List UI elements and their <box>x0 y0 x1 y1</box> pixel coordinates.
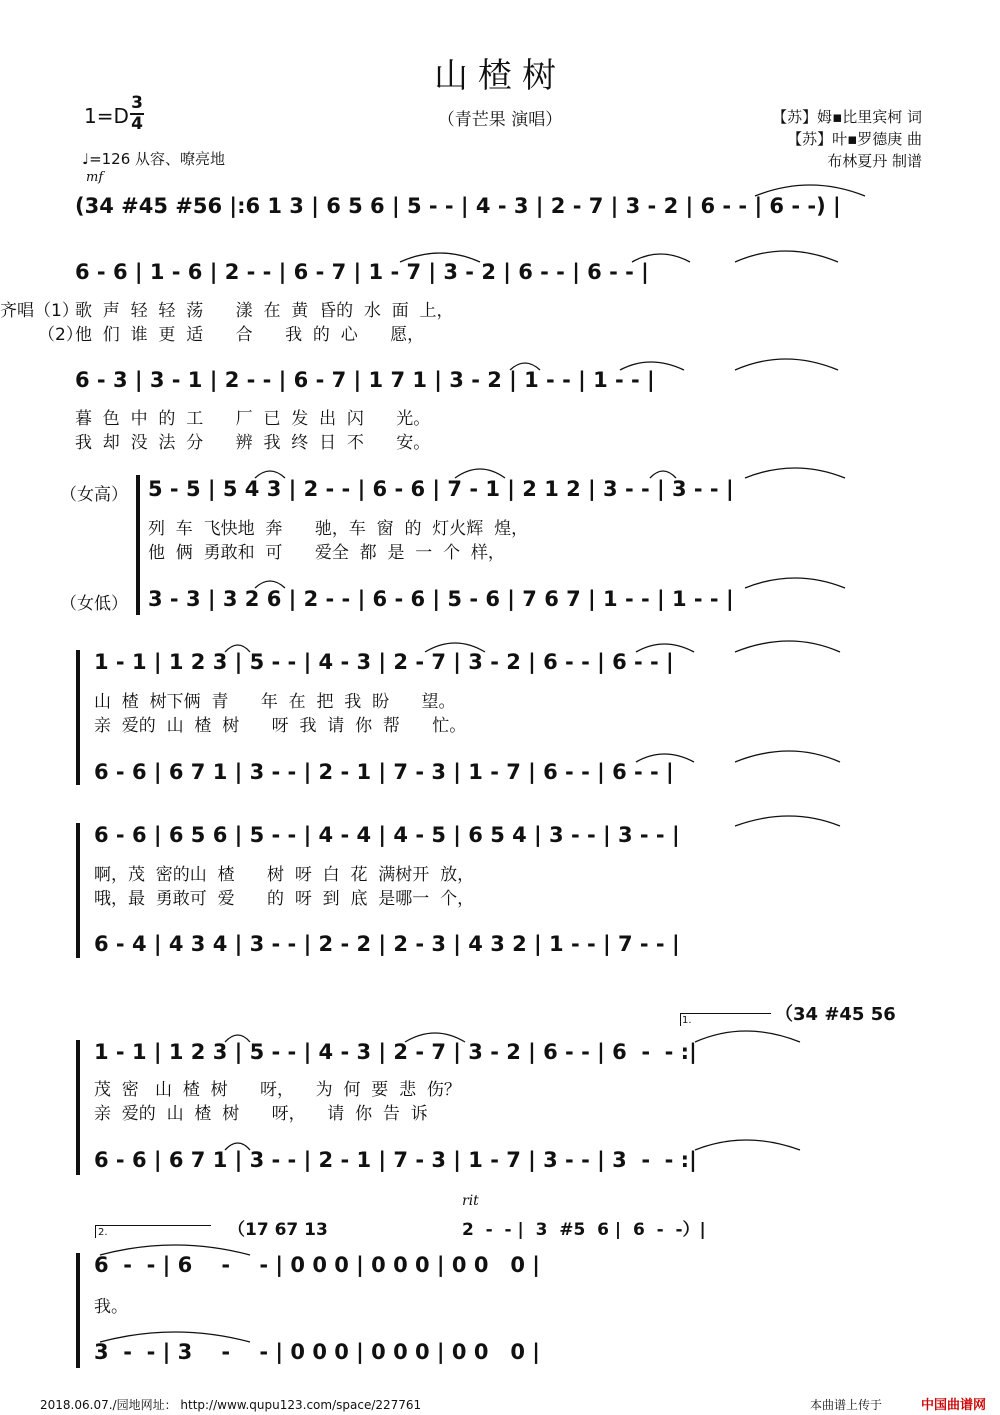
verse-label: （2） <box>38 325 83 345</box>
notes-line: 1 - 1 | 1 2 3 | 5 - - | 4 - 3 | 2 - 7 | 3 - 2 | 6 - - | 6 - - :| <box>94 1040 697 1064</box>
notes-line: 6 - 3 | 3 - 1 | 2 - - | 6 - 7 | 1 7 1 | 3 - 2 | 1 - - | 1 - - | <box>75 368 655 392</box>
footer-upload-note: 本曲谱上传于 <box>810 1398 883 1412</box>
notes-line: 1 - 1 | 1 2 3 | 5 - - | 4 - 3 | 2 - 7 | 3 - 2 | 6 - - | 6 - - | <box>94 650 674 674</box>
dynamic-marking: mf <box>86 170 104 185</box>
tempo-marking: ♩=126 从容、嘹亮地 <box>82 150 226 168</box>
slur <box>100 1332 250 1342</box>
slur <box>510 363 540 370</box>
notes-line: 3 - - | 3 - - | 0 0 0 | 0 0 0 | 0 0 0 | <box>94 1340 540 1364</box>
lyric-line: 我。 <box>94 1297 128 1317</box>
slur <box>636 754 694 762</box>
slur <box>695 1140 800 1150</box>
slur <box>225 1143 250 1150</box>
slur <box>735 359 838 370</box>
slur <box>755 185 865 196</box>
lyric-line: 啊，茂 密的山 楂 树 呀 白 花 满树开 放， <box>94 865 475 885</box>
composer-credit: 【苏】叶▪罗德庚 曲 <box>787 130 922 148</box>
part-label-soprano: （女高） <box>60 485 128 505</box>
lyric-line: 暮 色 中 的 工 厂 已 发 出 闪 光。 <box>75 409 431 429</box>
verse-label: 齐唱（1） <box>0 301 79 321</box>
slur <box>620 362 684 370</box>
notes-line: (34 #45 #56 |:6 1 3 | 6 5 6 | 5 - - | 4 - 3 | 2 - 7 | 3 - 2 | 6 - - | 6 - -) | <box>75 194 841 218</box>
lyric-line: 山 楂 树下俩 青 年 在 把 我 盼 望。 <box>94 692 456 712</box>
slur <box>650 471 676 478</box>
key-signature: 1=D <box>84 104 129 128</box>
slur <box>400 253 480 262</box>
slur <box>225 645 250 652</box>
site-logo[interactable]: 中国曲谱网 <box>920 1398 986 1413</box>
lyric-line: 亲 爱的 山 楂 树 呀 我 请 你 帮 忙。 <box>94 716 467 736</box>
interlude-notes: （34 #45 56 <box>775 1004 896 1025</box>
lyric-line: 哦，最 勇敢可 爱 的 呀 到 底 是哪一 个， <box>94 889 475 909</box>
notes-line: 6 - - | 6 - - | 0 0 0 | 0 0 0 | 0 0 0 | <box>94 1253 540 1277</box>
slur <box>405 1033 465 1042</box>
lyric-line: 他 俩 勇敢和 可 爱全 都 是 一 个 样， <box>148 543 505 563</box>
lyric-line: 亲 爱的 山 楂 树 呀， 请 你 告 诉 <box>94 1104 428 1124</box>
slur <box>735 251 838 262</box>
lyric-line: 歌 声 轻 轻 荡 漾 在 黄 昏的 水 面 上， <box>75 301 454 321</box>
notes-line: 6 - 6 | 6 7 1 | 3 - - | 2 - 1 | 7 - 3 | 1 - 7 | 6 - - | 6 - - | <box>94 760 674 784</box>
slur <box>735 641 840 652</box>
slur <box>695 1031 800 1042</box>
lyricist-credit: 【苏】姆▪比里宾柯 词 <box>772 108 922 126</box>
performer: （青芒果 演唱） <box>437 110 563 130</box>
coda-notes: 2 - - | 3 #5 6 | 6 - -）| <box>462 1220 706 1240</box>
slur <box>425 643 485 652</box>
slur <box>735 816 840 826</box>
lyric-line: 列 车 飞快地 奔 驰，车 窗 的 灯火辉 煌， <box>148 519 529 539</box>
volta-label: 1. <box>682 1015 692 1026</box>
notes-line: 5 - 5 | 5 4 3 | 2 - - | 6 - 6 | 7 - 1 | 2 1 2 | 3 - - | 3 - - | <box>148 477 734 501</box>
volta-label: 2. <box>98 1227 108 1238</box>
slur <box>636 644 694 652</box>
notes-line: 6 - 6 | 6 7 1 | 3 - - | 2 - 1 | 7 - 3 | 1 - 7 | 3 - - | 3 - - :| <box>94 1148 697 1172</box>
page-title: 山楂树 <box>434 56 566 96</box>
arranger-credit: 布林夏丹 制谱 <box>827 152 922 170</box>
slur <box>255 581 285 588</box>
slur <box>100 1245 250 1255</box>
interlude-notes: （17 67 13 <box>228 1220 328 1240</box>
notes-line: 6 - 4 | 4 3 4 | 3 - - | 2 - 2 | 2 - 3 | 4 3 2 | 1 - - | 7 - - | <box>94 932 680 956</box>
slur <box>735 751 840 762</box>
time-signature-bottom: 4 <box>131 114 143 134</box>
slur <box>632 254 690 262</box>
slur <box>255 471 285 478</box>
part-label-alto: （女低） <box>60 594 128 614</box>
slur <box>225 1035 250 1042</box>
notes-line: 6 - 6 | 1 - 6 | 2 - - | 6 - 7 | 1 - 7 | 3 - 2 | 6 - - | 6 - - | <box>75 260 649 284</box>
lyric-line: 茂 密 山 楂 树 呀， 为 何 要 悲 伤？ <box>94 1080 461 1100</box>
time-signature-top: 3 <box>131 93 143 113</box>
notes-line: 6 - 6 | 6 5 6 | 5 - - | 4 - 4 | 4 - 5 | 6 5 4 | 3 - - | 3 - - | <box>94 823 680 847</box>
notes-line: 3 - 3 | 3 2 6 | 2 - - | 6 - 6 | 5 - 6 | 7 6 7 | 1 - - | 1 - - | <box>148 587 734 611</box>
lyric-line: 我 却 没 法 分 辨 我 终 日 不 安。 <box>75 433 431 453</box>
rit-marking: rit <box>462 1193 479 1209</box>
slur <box>745 468 845 478</box>
slur <box>745 578 845 588</box>
footer-url[interactable]: 2018.06.07./园地网址： http://www.qupu123.com/space/227761 <box>40 1398 422 1412</box>
slur <box>455 469 505 478</box>
lyric-line: 他 们 谁 更 适 合 我 的 心 愿， <box>75 325 425 345</box>
